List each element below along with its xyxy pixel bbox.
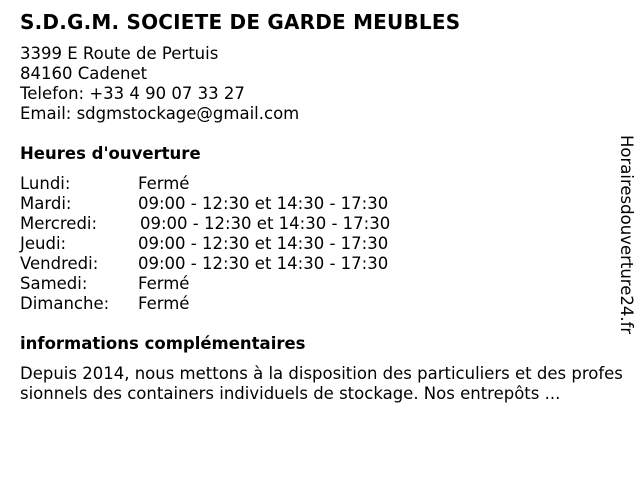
phone-number: Telefon: +33 4 90 07 33 27 (20, 84, 245, 103)
day-label: Samedi: (20, 274, 88, 293)
day-label: Vendredi: (20, 254, 99, 273)
hours-value: 09:00 - 12:30 et 14:30 - 17:30 (138, 234, 389, 253)
contact-block (20, 44, 299, 124)
opening-hours-heading: Heures d'ouverture (20, 144, 201, 163)
additional-info-heading: informations complémentaires (20, 334, 306, 353)
city-postcode: 84160 Cadenet (20, 64, 148, 83)
hours-value: 09:00 - 12:30 et 14:30 - 17:30 (138, 194, 389, 213)
hours-value: 09:00 - 12:30 et 14:30 - 17:30 (140, 214, 391, 233)
day-label: Mardi: (20, 194, 72, 213)
site-watermark: Horairesdouverture24.fr (617, 135, 636, 335)
business-description: Depuis 2014, nous mettons à la disposition des particuliers et des professionnels des containers individuels de stockage. Nos entrepôts ... (20, 364, 623, 403)
hours-value: Fermé (138, 174, 190, 193)
hours-value: 09:00 - 12:30 et 14:30 - 17:30 (138, 254, 389, 273)
street-address: 3399 E Route de Pertuis (20, 44, 219, 63)
email-address: Email: sdgmstockage@gmail.com (20, 104, 300, 123)
business-name: S.D.G.M. SOCIETE DE GARDE MEUBLES (20, 10, 461, 34)
day-label: Dimanche: (20, 294, 110, 313)
day-label: Mercredi: (20, 214, 98, 233)
day-label: Lundi: (20, 174, 71, 193)
hours-value: Fermé (138, 294, 190, 313)
day-label: Jeudi: (20, 234, 67, 253)
hours-value: Fermé (138, 274, 190, 293)
